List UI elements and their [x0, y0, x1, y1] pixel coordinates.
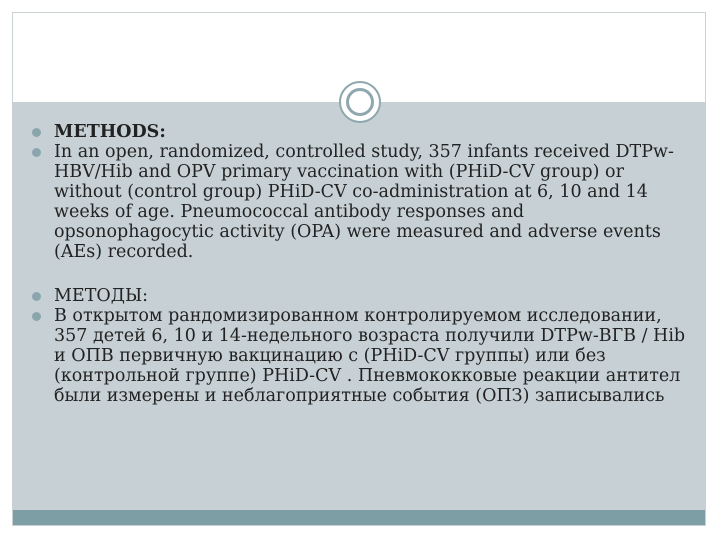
- bullet-spacer: [24, 262, 688, 286]
- circle-bullet-icon: [32, 292, 41, 301]
- bullet-text: METHODS:: [54, 122, 166, 142]
- ring-ornament-icon: [339, 81, 381, 123]
- circle-bullet-icon: [32, 128, 41, 137]
- bullet-text: МЕТОДЫ:: [54, 286, 149, 306]
- circle-bullet-icon: [32, 148, 41, 157]
- bullet-methods-heading-ru: [24, 286, 688, 306]
- bottom-bar: [13, 510, 705, 525]
- bullet-methods-body: [24, 142, 688, 262]
- bullet-methods-body-ru: [24, 306, 688, 406]
- bullet-list: [24, 122, 688, 406]
- circle-bullet-icon: [32, 312, 41, 321]
- bullet-methods-heading: [24, 122, 688, 142]
- bullet-text: В открытом рандомизированном контролируемом исследовании, 357 детей 6, 10 и 14-недельного возраста получили DTPw-ВГВ / Hib и ОПВ первичную вакцинацию с (PHiD-CV группы) или без (контрольной группе) PHiD-CV . Пневмококковые реакции антител были измерены и неблагоприятные события (ОПЗ) записывались: [54, 306, 686, 406]
- bullet-text: In an open, randomized, controlled study, 357 infants received DTPw-HBV/Hib and OPV primary vaccination with (PHiD-CV group) or without (control group) PHiD-CV co-administration at 6, 10 and 14 weeks of age. Pneumococcal antibody responses and opsonophagocytic activity (OPA) were measured and adverse events (AEs) recorded.: [54, 142, 674, 262]
